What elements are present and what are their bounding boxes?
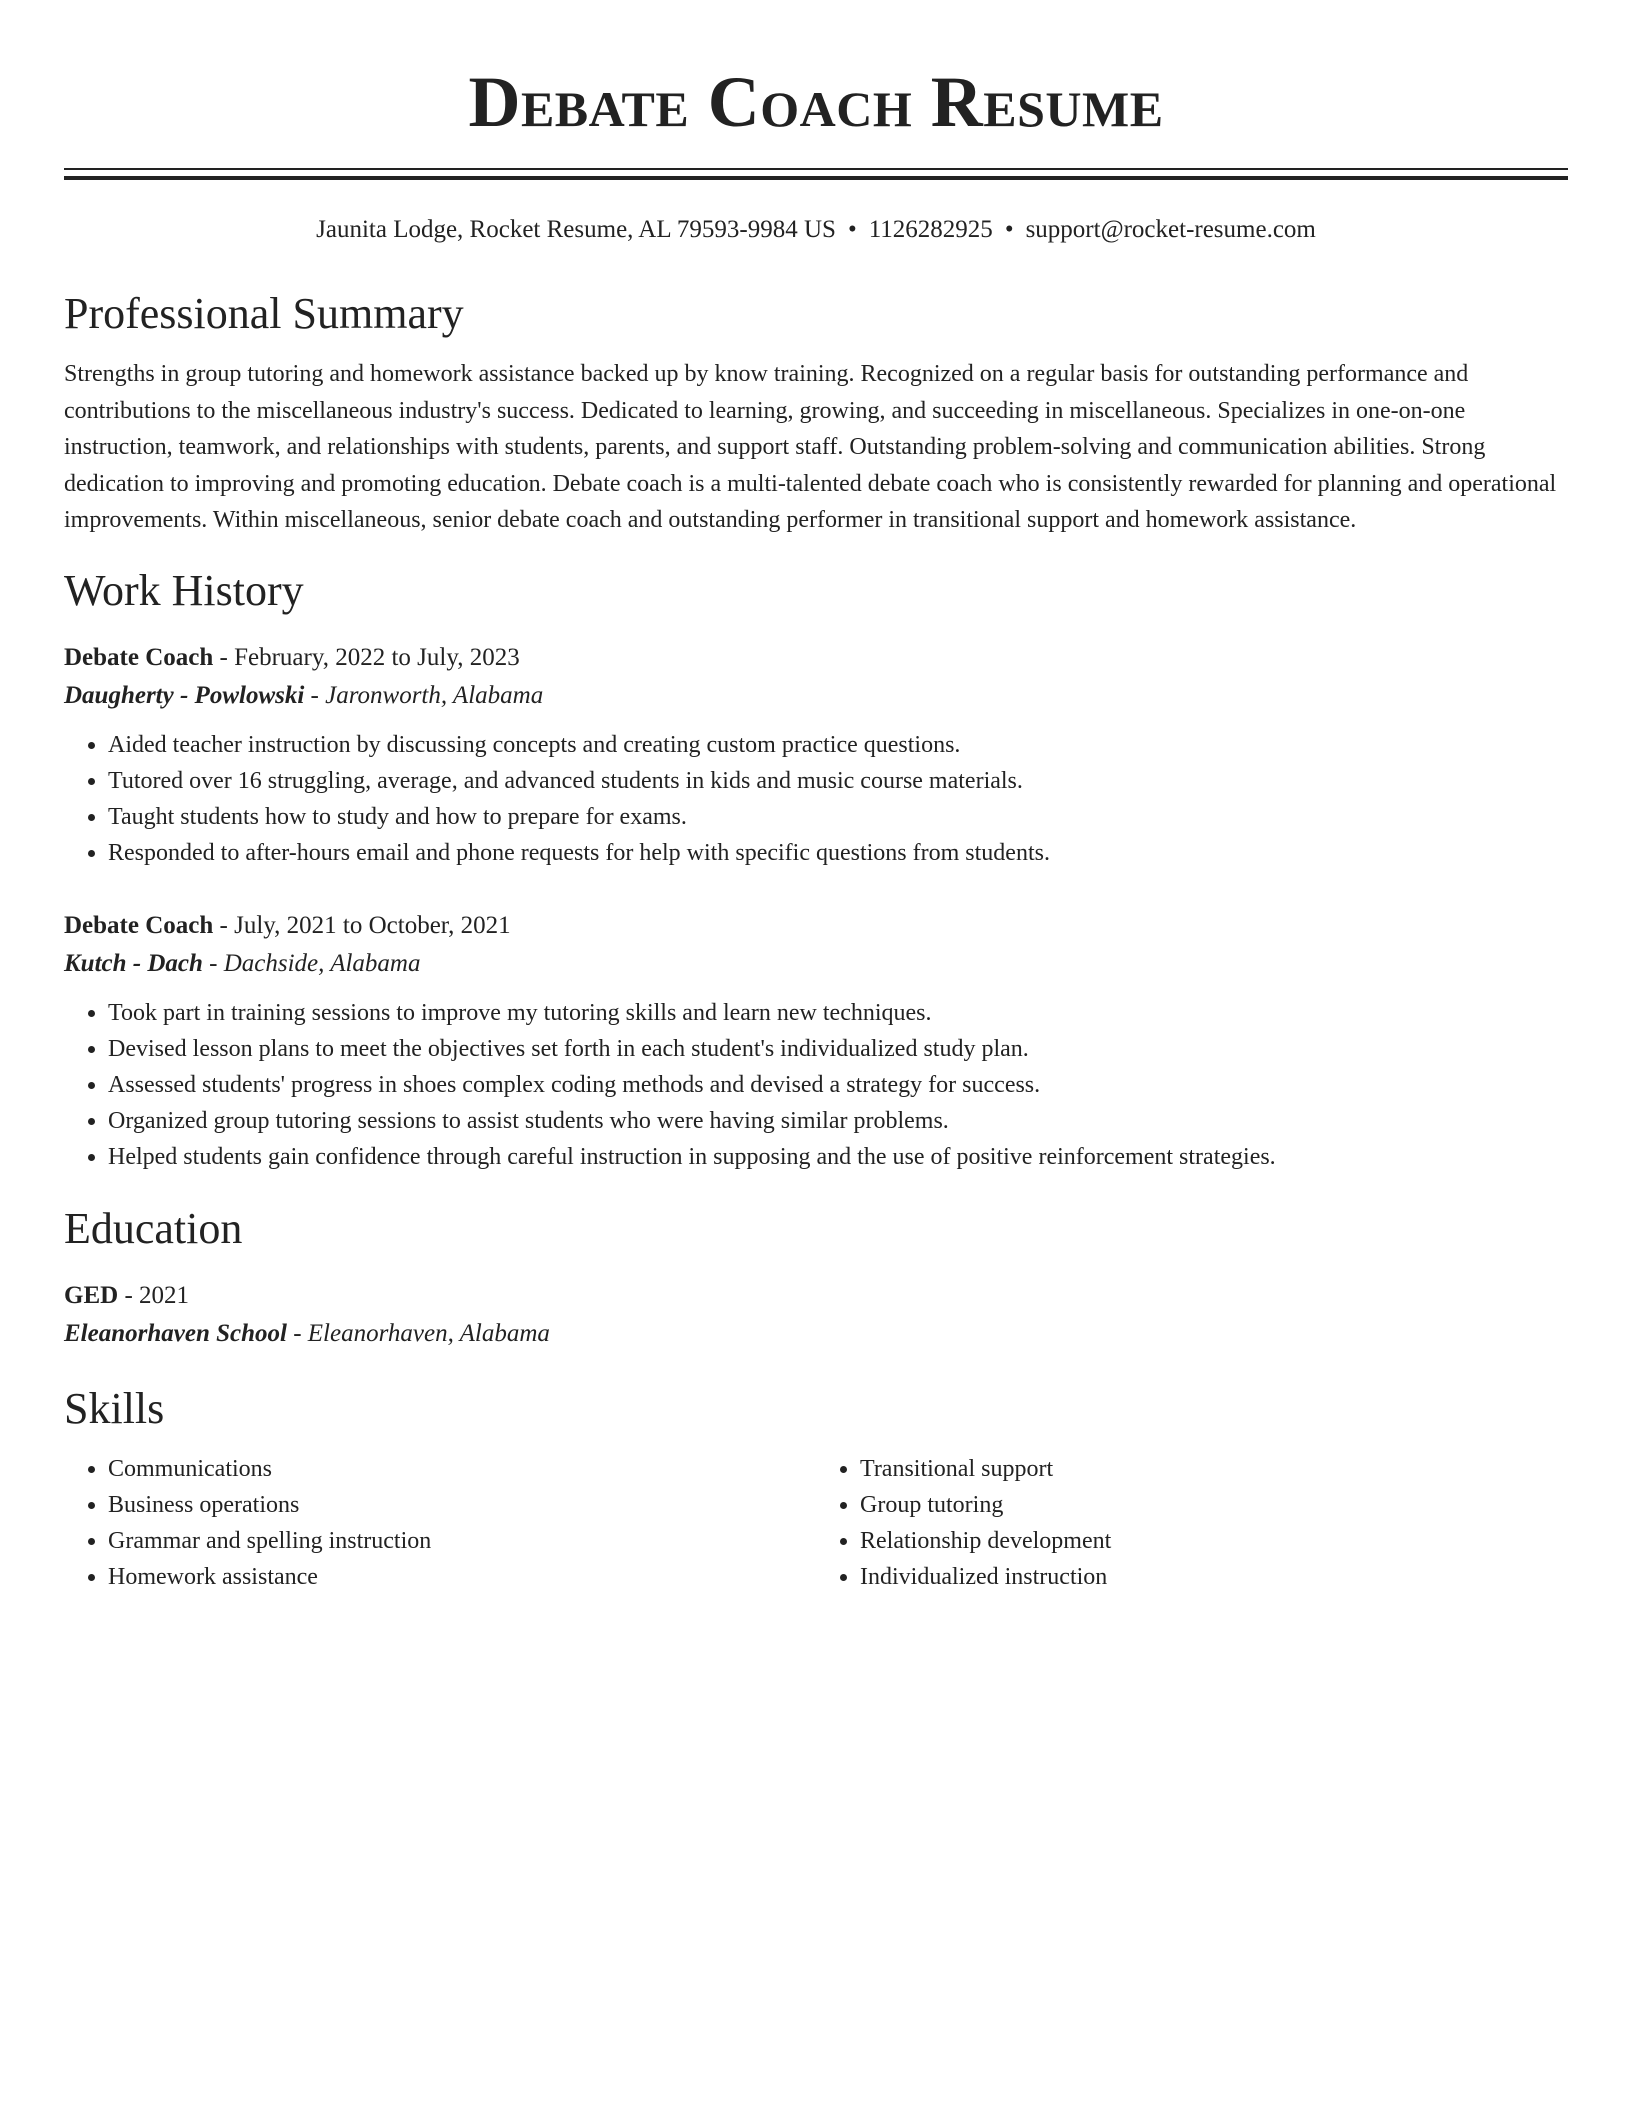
contact-address: Jaunita Lodge, Rocket Resume, AL 79593-9984 US — [316, 216, 836, 243]
degree-line: GED - 2021 — [64, 1281, 190, 1309]
employer-location: Jaronworth, Alabama — [325, 681, 544, 709]
skill-item: • Homework assistance — [108, 1559, 816, 1595]
contact-email: support@rocket-resume.com — [1025, 216, 1316, 243]
skill-item: • Communications — [108, 1451, 816, 1487]
job-title-line: Debate Coach - July, 2021 to October, 2021 — [64, 911, 511, 939]
skill-item: • Relationship development — [860, 1523, 1568, 1559]
job-duty: • Took part in training sessions to improve my tutoring skills and learn new techniques. — [108, 995, 1568, 1031]
job-title-line: Debate Coach - February, 2022 to July, 2023 — [64, 643, 520, 671]
skill-item: • Group tutoring — [860, 1487, 1568, 1523]
job-title: Debate Coach — [64, 643, 214, 671]
summary-heading: Professional Summary — [64, 289, 464, 338]
school-name: Eleanorhaven School — [64, 1319, 287, 1347]
graduation-year: 2021 — [139, 1281, 190, 1309]
work-history-heading: Work History — [64, 565, 304, 615]
skill-item: • Business operations — [108, 1487, 816, 1523]
job-title: Debate Coach — [64, 911, 214, 939]
skills-column-left — [64, 1451, 816, 1595]
skill-item: • Transitional support — [860, 1451, 1568, 1487]
job-dates: July, 2021 to October, 2021 — [234, 911, 511, 939]
job-duty: • Tutored over 16 struggling, average, and advanced students in kids and music course materials. — [108, 763, 1568, 799]
employer-line: Kutch - Dach - Dachside, Alabama — [64, 949, 421, 977]
skill-item: • Grammar and spelling instruction — [108, 1523, 816, 1559]
job-duty: • Aided teacher instruction by discussing concepts and creating custom practice questions. — [108, 727, 1568, 763]
job-entry — [64, 639, 1568, 871]
summary-text: Strengths in group tutoring and homework assistance backed up by know training. Recognized on a regular basis for outstanding performance and contributions to the miscellaneous industry's success. Dedicated to learning, growing, and succeeding in miscellaneous. Specializes in one-on-one instruction, teamwork, and relationships with students, parents, and support staff. Outstanding problem-solving and communication abilities. Strong dedication to improving and promoting education. Debate coach is a multi-talented debate coach who is consistently rewarded for planning and operational improvements. Within miscellaneous, senior debate coach and outstanding performer in transitional support and homework assistance. — [64, 361, 1557, 533]
job-duty: • Organized group tutoring sessions to assist students who were having similar problems. — [108, 1103, 1568, 1139]
resume-title: Debate Coach Resume — [468, 62, 1164, 142]
school-line: Eleanorhaven School - Eleanorhaven, Alabama — [64, 1319, 550, 1347]
job-entry — [64, 907, 1568, 1175]
contact-line — [64, 214, 1568, 246]
title-divider-thick — [64, 176, 1568, 180]
job-duty: • Helped students gain confidence through careful instruction in supposing and the use of positive reinforcement strategies. — [108, 1139, 1568, 1175]
employer-line: Daugherty - Powlowski - Jaronworth, Alabama — [64, 681, 544, 709]
job-duty: • Responded to after-hours email and phone requests for help with specific questions from students. — [108, 835, 1568, 871]
contact-separator: • — [847, 216, 857, 243]
job-duty: • Devised lesson plans to meet the objectives set forth in each student's individualized study plan. — [108, 1031, 1568, 1067]
employer-name: Daugherty - Powlowski — [64, 681, 305, 709]
skill-item: • Individualized instruction — [860, 1559, 1568, 1595]
skills-heading: Skills — [64, 1383, 165, 1433]
school-location: Eleanorhaven, Alabama — [307, 1319, 550, 1347]
resume-page — [64, 0, 1568, 1595]
job-duties — [64, 995, 1568, 1175]
job-dates: February, 2022 to July, 2023 — [234, 643, 520, 671]
title-divider-thin — [64, 168, 1568, 170]
education-entry — [64, 1277, 1568, 1353]
skills-list — [64, 1451, 1568, 1595]
employer-name: Kutch - Dach — [64, 949, 203, 977]
degree: GED — [64, 1281, 119, 1309]
employer-location: Dachside, Alabama — [223, 949, 421, 977]
job-duty: • Assessed students' progress in shoes complex coding methods and devised a strategy for success. — [108, 1067, 1568, 1103]
job-duties — [64, 727, 1568, 871]
contact-separator: • — [1004, 216, 1014, 243]
job-duty: • Taught students how to study and how to prepare for exams. — [108, 799, 1568, 835]
contact-phone: 1126282925 — [868, 216, 993, 243]
skills-column-right — [816, 1451, 1568, 1595]
education-heading: Education — [64, 1203, 243, 1253]
